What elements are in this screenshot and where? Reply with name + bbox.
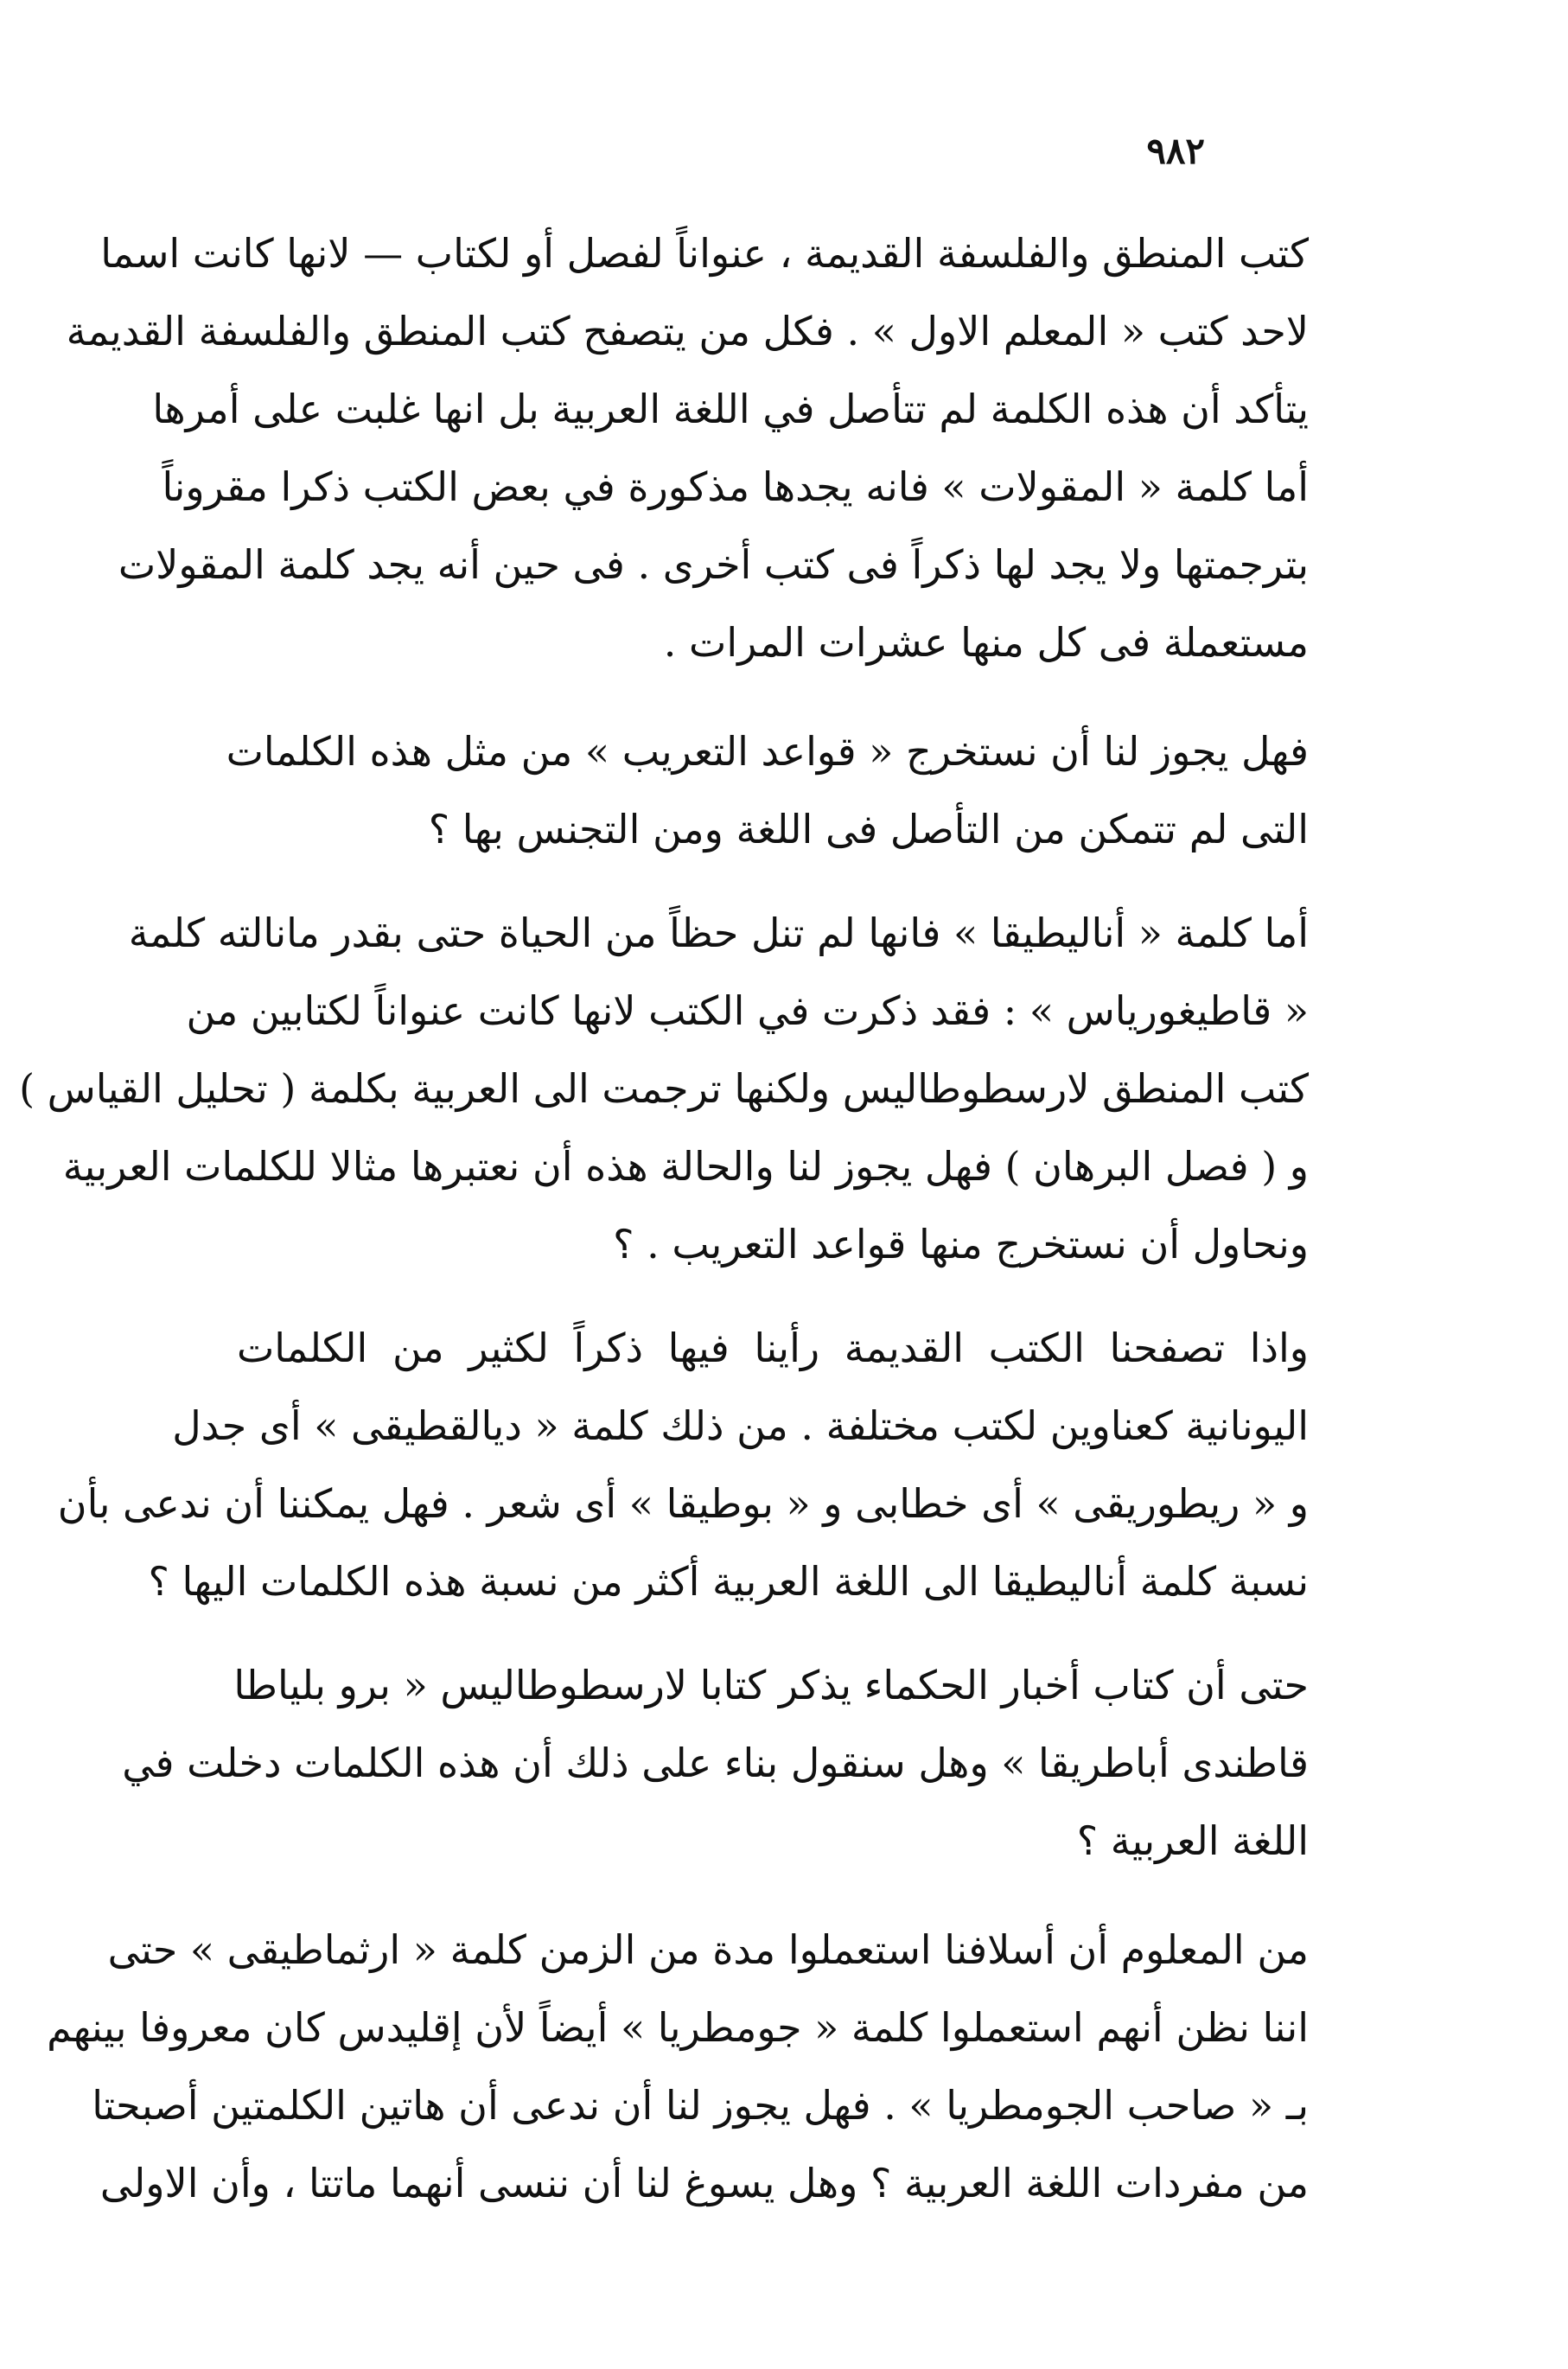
- text-line: قاطندى أباطريقا » وهل سنقول بناء على ذلك أن هذه الكلمات دخلت في: [122, 1740, 1309, 1786]
- text-line: بترجمتها ولا يجد لها ذكراً فى كتب أخرى . فى حين أنه يجد كلمة المقولات: [118, 541, 1309, 588]
- text-line: اليونانية كعناوين لكتب مختلفة . من ذلك كلمة « ديالقطيقى » أى جدل: [172, 1402, 1309, 1449]
- body-text: [19, 214, 1309, 2222]
- paragraph-3: [19, 894, 1309, 1283]
- text-line: أما كلمة « أناليطيقا » فانها لم تنل حظاً من الحياة حتى بقدر مانالته كلمة: [128, 910, 1309, 956]
- text-line: حتى أن كتاب أخبار الحكماء يذكر كتابا لارسطوطاليس « برو بلياطا: [233, 1662, 1309, 1708]
- text-line: أما كلمة « المقولات » فانه يجدها مذكورة في بعض الكتب ذكرا مقروناً: [162, 463, 1309, 510]
- text-line: و ( فصل البرهان ) فهل يجوز لنا والحالة هذه أن نعتبرها مثالا للكلمات العربية: [62, 1143, 1309, 1190]
- text-line: التى لم تتمكن من التأصل فى اللغة ومن التجنس بها ؟: [428, 806, 1309, 852]
- text-line: اننا نظن أنهم استعملوا كلمة « جومطريا » أيضاً لأن إقليدس كان معروفا بينهم: [47, 2004, 1309, 2051]
- text-line: لاحد كتب « المعلم الاول » . فكل من يتصفح كتب المنطق والفلسفة القديمة: [66, 308, 1309, 354]
- text-line: كتب المنطق لارسطوطاليس ولكنها ترجمت الى العربية بكلمة ( تحليل القياس ): [19, 1065, 1309, 1112]
- text-line: كتب المنطق والفلسفة القديمة ، عنواناً لفصل أو لكتاب — لانها كانت اسما: [100, 230, 1309, 277]
- text-line: واذا تصفحنا الكتب القديمة رأينا فيها ذكراً لكثير من الكلمات: [237, 1325, 1309, 1371]
- paragraph-5: [122, 1646, 1309, 1880]
- text-line: بـ « صاحب الجومطريا » . فهل يجوز لنا أن ندعى أن هاتين الكلمتين أصبحتا: [92, 2082, 1309, 2129]
- paragraph-4: [57, 1309, 1309, 1620]
- page-number: ٩٨٢: [1146, 130, 1205, 172]
- text-line: فهل يجوز لنا أن نستخرج « قواعد التعريب » من مثل هذه الكلمات: [226, 728, 1309, 775]
- text-line: يتأكد أن هذه الكلمة لم تتأصل في اللغة العربية بل انها غلبت على أمرها: [152, 386, 1309, 432]
- text-line: « قاطيغورياس » : فقد ذكرت في الكتب لانها كانت عنواناً لكتابين من: [186, 987, 1309, 1034]
- text-line: من مفردات اللغة العربية ؟ وهل يسوغ لنا أن ننسى أنهما ماتتا ، وأن الاولى: [99, 2160, 1309, 2206]
- text-line: من المعلوم أن أسلافنا استعملوا مدة من الزمن كلمة « ارثماطيقى » حتى: [107, 1926, 1309, 1973]
- paragraph-6: [47, 1911, 1309, 2222]
- text-line: مستعملة فى كل منها عشرات المرات .: [663, 619, 1309, 666]
- text-line: اللغة العربية ؟: [1076, 1817, 1309, 1864]
- text-line: و « ريطوريقى » أى خطابى و « بوطيقا » أى شعر . فهل يمكننا أن ندعى بأن: [57, 1480, 1309, 1527]
- text-line: ونحاول أن نستخرج منها قواعد التعريب . ؟: [613, 1221, 1309, 1268]
- text-line: نسبة كلمة أناليطيقا الى اللغة العربية أكثر من نسبة هذه الكلمات اليها ؟: [148, 1558, 1309, 1605]
- paragraph-1: [66, 214, 1309, 681]
- paragraph-2: [226, 712, 1309, 868]
